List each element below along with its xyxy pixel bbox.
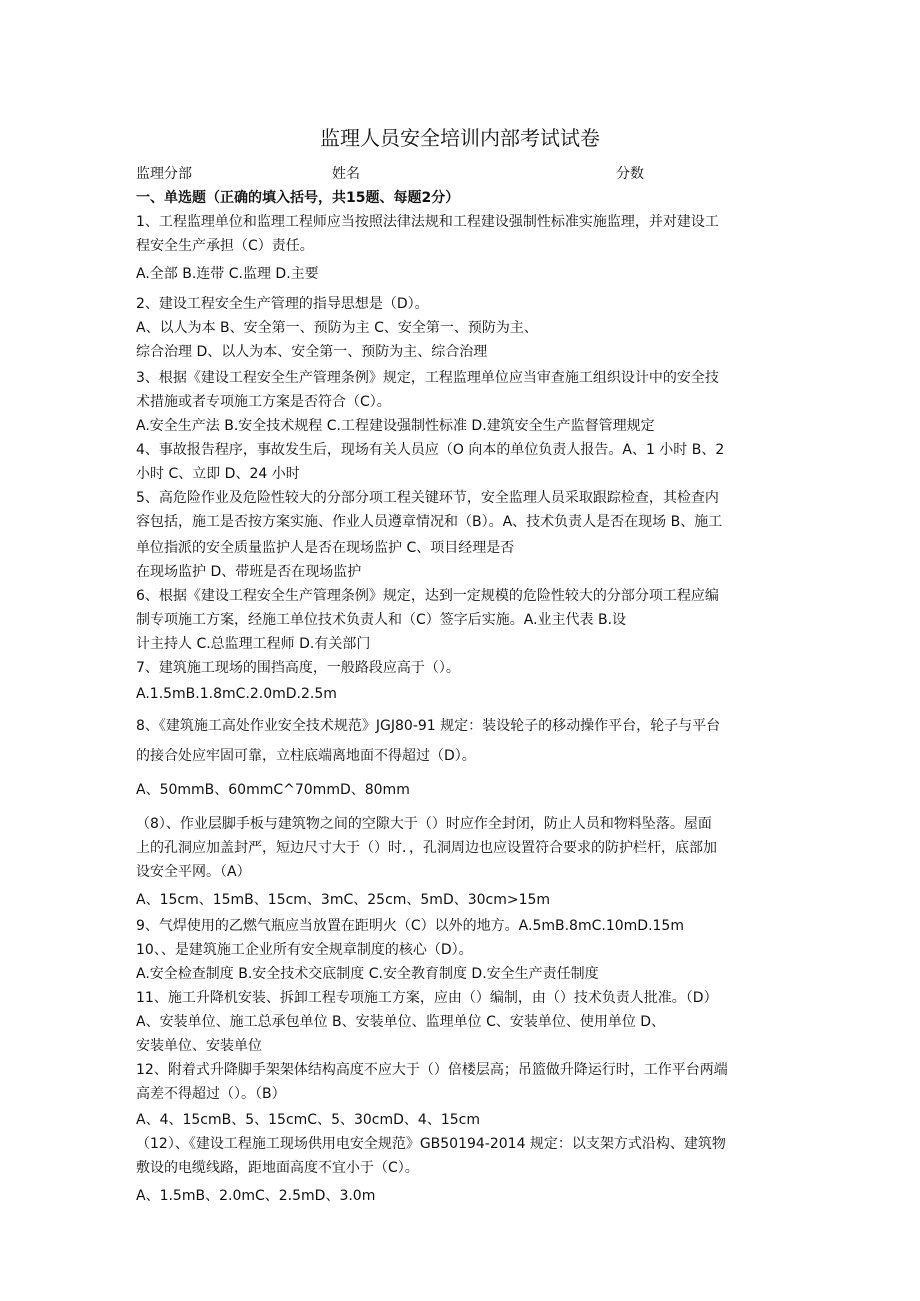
text-line: A.安全检查制度 B.安全技术交底制度 C.安全教育制度 D.安全生产责任制度 bbox=[136, 966, 599, 982]
text-line: 术措施或者专项施工方案是否符合（C）。 bbox=[136, 394, 391, 410]
text-line: 容包括，施工是否按方案实施、作业人员遵章情况和（B）。A、技术负责人是否在现场 B、施工 bbox=[136, 514, 723, 530]
text-line: 综合治理 D、以人为本、安全第一、预防为主、综合治理 bbox=[136, 344, 488, 360]
text-line: 5、高危险作业及危险性较大的分部分项工程关键环节，安全监理人员采取跟踪检查，其检查内 bbox=[136, 490, 719, 506]
text-line: A.安全生产法 B.安全技术规程 C.工程建设强制性标准 D.建筑安全生产监督管理规定 bbox=[136, 418, 655, 434]
text-line: A、15cm、15mB、15cm、3mC、25cm、5mD、30cm>15m bbox=[136, 892, 551, 908]
text-line: （12）、《建设工程施工现场供用电安全规范》GB50194-2014 规定：以支架方式沿构、建筑物 bbox=[136, 1136, 726, 1152]
text-line: 11、施工升降机安装、拆卸工程专项施工方案，应由（）编制，由（）技术负责人批准。（D） bbox=[136, 990, 718, 1006]
text-line: 8、《建筑施工高处作业安全技术规范》JGJ80-91 规定：装设轮子的移动操作平台，轮子与平台 bbox=[136, 718, 721, 734]
text-line: 的接合处应牢固可靠，立柱底端离地面不得超过（D）。 bbox=[136, 748, 476, 764]
text-line: 4、事故报告程序，事故发生后，现场有关人员应（O 向本的单位负责人报告。A、1 小时 B、2 bbox=[136, 442, 725, 458]
text-line: 制专项施工方案，经施工单位技术负责人和（C）签字后实施。A.业主代表 B.设 bbox=[136, 612, 627, 628]
text-line: 9、气焊使用的乙燃气瓶应当放置在距明火（C）以外的地方。A.5mB.8mC.10mD.15m bbox=[136, 918, 684, 934]
exam-header bbox=[136, 164, 786, 184]
text-line: A.1.5mB.1.8mC.2.0mD.2.5m bbox=[136, 686, 337, 702]
text-line: 安装单位、安装单位 bbox=[136, 1038, 262, 1054]
text-line: 上的孔洞应加盖封严，短边尺寸大于（）时．，孔洞周边也应设置符合要求的防护栏杆，底部加 bbox=[136, 840, 717, 856]
score-label: 分数 bbox=[616, 166, 644, 182]
section-title: 一、单选题（正确的填入括号，共15题、每题2分） bbox=[136, 190, 460, 206]
text-line: A、以人为本 B、安全第一、预防为主 C、安全第一、预防为主、 bbox=[136, 320, 538, 336]
text-line: 高差不得超过（）。（B） bbox=[136, 1086, 286, 1102]
text-line: A、安装单位、施工总承包单位 B、安装单位、监理单位 C、安装单位、使用单位 D、 bbox=[136, 1014, 666, 1030]
text-line: 2、建设工程安全生产管理的指导思想是（D）。 bbox=[136, 296, 429, 312]
page-title: 监理人员安全培训内部考试试卷 bbox=[320, 126, 600, 150]
text-line: 敷设的电缆线路，距地面高度不宜小于（C）。 bbox=[136, 1160, 419, 1176]
text-line: 10、、是建筑施工企业所有安全规章制度的核心（D）。 bbox=[136, 942, 473, 958]
text-line: 程安全生产承担（C）责任。 bbox=[136, 238, 314, 254]
text-line: A、4、15cmB、5、15cmC、5、30cmD、4、15cm bbox=[136, 1112, 480, 1128]
text-line: A、50mmB、60mmC^70mmD、80mm bbox=[136, 782, 410, 798]
name-label: 姓名 bbox=[332, 166, 360, 182]
text-line: A.全部 B.连带 C.监理 D.主要 bbox=[136, 266, 319, 282]
text-line: 1、工程监理单位和监理工程师应当按照法律法规和工程建设强制性标准实施监理，并对建设工 bbox=[136, 214, 719, 230]
text-line: 计主持人 C.总监理工程师 D.有关部门 bbox=[136, 636, 371, 652]
text-line: 3、根据《建设工程安全生产管理条例》规定，工程监理单位应当审查施工组织设计中的安全技 bbox=[136, 370, 719, 386]
dept-label: 监理分部 bbox=[136, 166, 192, 182]
text-line: 在现场监护 D、带班是否在现场监护 bbox=[136, 564, 362, 580]
text-line: A、1.5mB、2.0mC、2.5mD、3.0m bbox=[136, 1188, 376, 1204]
text-line: 6、根据《建设工程安全生产管理条例》规定，达到一定规模的危险性较大的分部分项工程应编 bbox=[136, 588, 719, 604]
text-line: 7、建筑施工现场的围挡高度，一般路段应高于（）。 bbox=[136, 660, 460, 676]
text-line: 12、附着式升降脚手架架体结构高度不应大于（）倍楼层高；吊篮做升降运行时，工作平台两端 bbox=[136, 1062, 728, 1078]
text-line: 单位指派的安全质量监护人是否在现场监护 C、项目经理是否 bbox=[136, 540, 515, 556]
text-line: 设安全平网。（A） bbox=[136, 864, 251, 880]
text-line: 小时 C、立即 D、24 小时 bbox=[136, 466, 300, 482]
text-line: （8）、作业层脚手板与建筑物之间的空隙大于（）时应作全封闭，防止人员和物料坠落。屋面 bbox=[136, 816, 712, 832]
